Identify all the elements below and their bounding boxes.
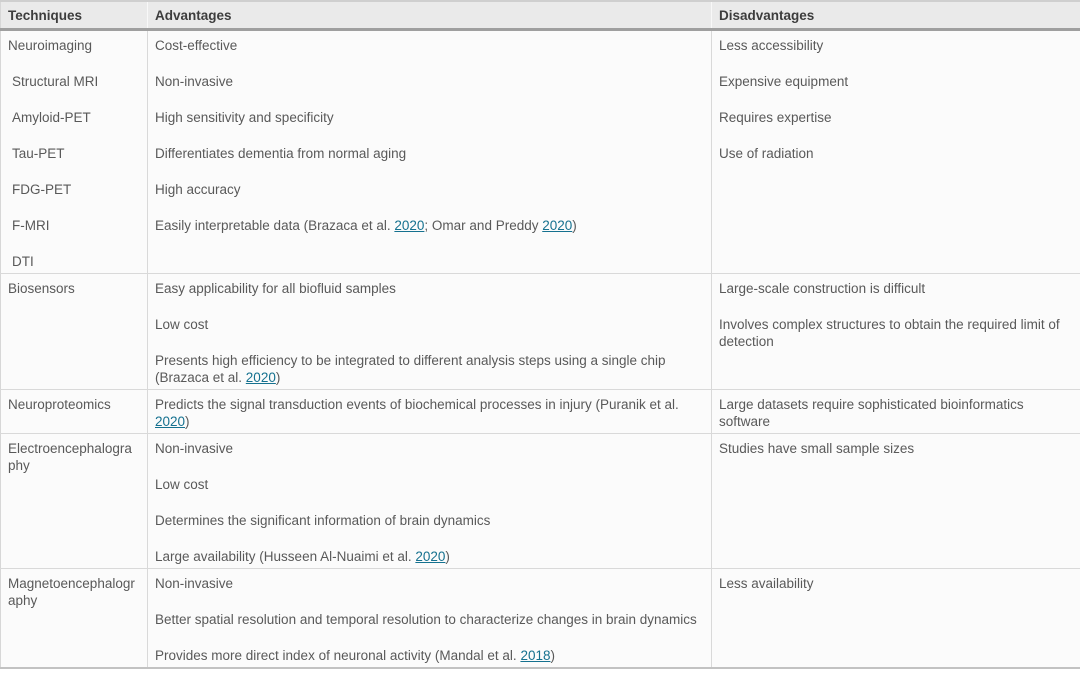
advantage-item: Easy applicability for all biofluid samples <box>155 281 396 296</box>
techniques-cell <box>1 390 148 434</box>
disadvantage-item: Less availability <box>719 576 814 591</box>
technique-label: FDG-PET <box>12 182 72 197</box>
advantages-cell <box>148 434 712 569</box>
techniques-cell <box>1 274 148 390</box>
table-row <box>1 434 1080 569</box>
disadvantage-item: Studies have small sample sizes <box>719 441 915 456</box>
table-row <box>1 30 1080 274</box>
citation-link[interactable]: 2020 <box>542 218 573 233</box>
advantages-cell <box>148 390 712 434</box>
disadvantage-item: Use of radiation <box>719 146 814 161</box>
disadvantage-item: Requires expertise <box>719 110 832 125</box>
advantages-cell <box>148 30 712 274</box>
citation-link[interactable]: 2020 <box>394 218 425 233</box>
technique-label: Amyloid-PET <box>12 110 91 125</box>
advantage-item: Non-invasive <box>155 441 234 456</box>
column-header-techniques: Techniques <box>1 1 148 30</box>
technique-label: Structural MRI <box>12 74 99 89</box>
citation-link[interactable]: 2020 <box>245 370 276 385</box>
advantage-item: Provides more direct index of neuronal activity (Mandal et al. 2018) <box>155 648 555 663</box>
techniques-cell <box>1 434 148 569</box>
table-body <box>1 30 1080 669</box>
disadvantage-item: Large datasets require sophisticated bioinformatics software <box>719 397 1024 429</box>
advantages-cell <box>148 569 712 669</box>
technique-label: Tau-PET <box>12 146 65 161</box>
header-row <box>1 1 1080 30</box>
advantage-item: Non-invasive <box>155 74 234 89</box>
advantage-item: Low cost <box>155 477 209 492</box>
disadvantage-item: Less accessibility <box>719 38 824 53</box>
advantage-item: Non-invasive <box>155 576 234 591</box>
citation-link[interactable]: 2020 <box>155 414 186 429</box>
technique-label: Electroencephalography <box>8 441 132 473</box>
column-header-advantages: Advantages <box>148 1 712 30</box>
advantage-item: High accuracy <box>155 182 241 197</box>
techniques-cell <box>1 569 148 669</box>
advantage-item: Easily interpretable data (Brazaca et al. 2020; Omar and Preddy 2020) <box>155 218 577 233</box>
table-row <box>1 390 1080 434</box>
technique-label: F-MRI <box>12 218 50 233</box>
technique-label: Biosensors <box>8 281 75 296</box>
table-row <box>1 274 1080 390</box>
technique-label: Neuroproteomics <box>8 397 111 412</box>
technique-label: Magnetoencephalography <box>8 576 135 608</box>
disadvantages-cell <box>712 390 1080 434</box>
disadvantage-item: Expensive equipment <box>719 74 849 89</box>
citation-link[interactable]: 2018 <box>520 648 551 663</box>
advantage-item: Better spatial resolution and temporal resolution to characterize changes in brain dynamics <box>155 612 697 627</box>
table-row <box>1 569 1080 669</box>
advantage-item: Predicts the signal transduction events of biochemical processes in injury (Puranik et al. 2020) <box>155 397 679 429</box>
technique-label: Neuroimaging <box>8 38 93 53</box>
advantage-item: Low cost <box>155 317 209 332</box>
disadvantages-cell <box>712 30 1080 274</box>
advantage-item: High sensitivity and specificity <box>155 110 334 125</box>
disadvantages-cell <box>712 434 1080 569</box>
disadvantages-cell <box>712 274 1080 390</box>
techniques-cell <box>1 30 148 274</box>
advantage-item: Differentiates dementia from normal aging <box>155 146 407 161</box>
advantages-cell <box>148 274 712 390</box>
advantage-item: Determines the significant information of brain dynamics <box>155 513 491 528</box>
advantage-item: Large availability (Husseen Al-Nuaimi et al. 2020) <box>155 549 450 564</box>
disadvantages-cell <box>712 569 1080 669</box>
citation-link[interactable]: 2020 <box>415 549 446 564</box>
disadvantage-item: Involves complex structures to obtain the required limit of detection <box>719 317 1060 349</box>
advantage-item: Cost-effective <box>155 38 238 53</box>
disadvantage-item: Large-scale construction is difficult <box>719 281 926 296</box>
advantage-item: Presents high efficiency to be integrated to different analysis steps using a single chip (Brazaca et al. 2020) <box>155 353 666 385</box>
column-header-disadvantages: Disadvantages <box>712 1 1080 30</box>
technique-label: DTI <box>12 254 34 269</box>
